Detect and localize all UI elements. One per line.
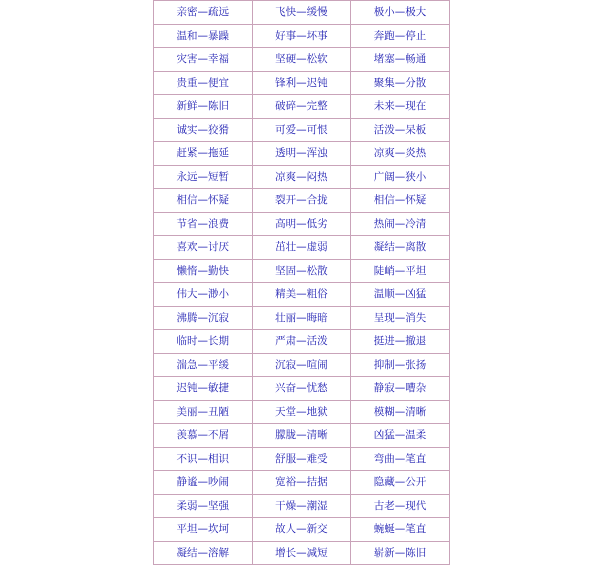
antonym-pair-cell: 不识—相识 xyxy=(154,447,253,471)
antonym-pair-cell: 好事—坏事 xyxy=(252,24,351,48)
antonym-pair-cell: 凉爽—炎热 xyxy=(351,142,450,166)
antonym-pair-cell: 呈现—消失 xyxy=(351,306,450,330)
antonym-pair-cell: 伟大—渺小 xyxy=(154,283,253,307)
antonym-pair-cell: 故人—新交 xyxy=(252,518,351,542)
antonym-pair-cell: 凝结—离散 xyxy=(351,236,450,260)
antonym-pair-cell: 兴奋—忧愁 xyxy=(252,377,351,401)
antonym-pair-cell: 广阔—狭小 xyxy=(351,165,450,189)
antonym-pair-cell: 亲密—疏远 xyxy=(154,1,253,25)
antonym-pair-cell: 活泼—呆板 xyxy=(351,118,450,142)
antonym-pair-cell: 温和—暴躁 xyxy=(154,24,253,48)
antonym-pair-cell: 沉寂—喧闹 xyxy=(252,353,351,377)
table-row xyxy=(154,48,450,72)
table-row xyxy=(154,306,450,330)
antonym-pair-cell: 茁壮—虚弱 xyxy=(252,236,351,260)
antonym-pair-cell: 堵塞—畅通 xyxy=(351,48,450,72)
antonym-pair-cell: 柔弱—坚强 xyxy=(154,494,253,518)
antonym-pair-cell: 陡峭—平坦 xyxy=(351,259,450,283)
antonym-pair-cell: 增长—减短 xyxy=(252,541,351,565)
table-row xyxy=(154,118,450,142)
table-row xyxy=(154,494,450,518)
antonym-pair-cell: 迟钝—敏捷 xyxy=(154,377,253,401)
antonym-pair-cell: 模糊—清晰 xyxy=(351,400,450,424)
table-row xyxy=(154,212,450,236)
antonym-pair-cell: 弯曲—笔直 xyxy=(351,447,450,471)
antonym-pair-cell: 严肃—活泼 xyxy=(252,330,351,354)
antonym-pair-cell: 古老—现代 xyxy=(351,494,450,518)
antonym-pair-cell: 温顺—凶猛 xyxy=(351,283,450,307)
table-row xyxy=(154,330,450,354)
antonym-table xyxy=(153,0,450,565)
antonym-pair-cell: 凝结—溶解 xyxy=(154,541,253,565)
antonym-pair-cell: 美丽—丑陋 xyxy=(154,400,253,424)
antonym-pair-cell: 隐藏—公开 xyxy=(351,471,450,495)
antonym-pair-cell: 凉爽—闷热 xyxy=(252,165,351,189)
antonym-pair-cell: 聚集—分散 xyxy=(351,71,450,95)
antonym-pair-cell: 静寂—嘈杂 xyxy=(351,377,450,401)
antonym-pair-cell: 破碎—完整 xyxy=(252,95,351,119)
antonym-pair-cell: 沸腾—沉寂 xyxy=(154,306,253,330)
table-row xyxy=(154,353,450,377)
table-row xyxy=(154,400,450,424)
antonym-pair-cell: 灾害—幸福 xyxy=(154,48,253,72)
table-row xyxy=(154,95,450,119)
antonym-pair-cell: 永远—短暂 xyxy=(154,165,253,189)
table-row xyxy=(154,165,450,189)
antonym-pair-cell: 抑制—张扬 xyxy=(351,353,450,377)
antonym-pair-cell: 精美—粗俗 xyxy=(252,283,351,307)
antonym-pair-cell: 壮丽—晦暗 xyxy=(252,306,351,330)
antonym-pair-cell: 崭新—陈旧 xyxy=(351,541,450,565)
antonym-pair-cell: 临时—长期 xyxy=(154,330,253,354)
antonym-pair-cell: 羡慕—不屑 xyxy=(154,424,253,448)
antonym-pair-cell: 节省—浪费 xyxy=(154,212,253,236)
antonym-pair-cell: 蜿蜒—笔直 xyxy=(351,518,450,542)
antonym-pair-cell: 凶猛—温柔 xyxy=(351,424,450,448)
antonym-pair-cell: 高明—低劣 xyxy=(252,212,351,236)
table-row xyxy=(154,283,450,307)
table-row xyxy=(154,1,450,25)
antonym-pair-cell: 极小—极大 xyxy=(351,1,450,25)
antonym-pair-cell: 坚固—松散 xyxy=(252,259,351,283)
antonym-pair-cell: 透明—浑浊 xyxy=(252,142,351,166)
antonym-pair-cell: 天堂—地狱 xyxy=(252,400,351,424)
table-row xyxy=(154,142,450,166)
antonym-pair-cell: 新鲜—陈旧 xyxy=(154,95,253,119)
antonym-pair-cell: 朦胧—清晰 xyxy=(252,424,351,448)
antonym-pair-cell: 挺进—撤退 xyxy=(351,330,450,354)
antonym-pair-cell: 未来—现在 xyxy=(351,95,450,119)
antonym-pair-cell: 锋利—迟钝 xyxy=(252,71,351,95)
table-row xyxy=(154,447,450,471)
antonym-pair-cell: 相信—怀疑 xyxy=(351,189,450,213)
table-row xyxy=(154,189,450,213)
antonym-table-body xyxy=(154,1,450,565)
table-row xyxy=(154,71,450,95)
table-row xyxy=(154,541,450,565)
antonym-pair-cell: 平坦—坎坷 xyxy=(154,518,253,542)
antonym-pair-cell: 干燥—潮湿 xyxy=(252,494,351,518)
table-row xyxy=(154,24,450,48)
antonym-pair-cell: 喜欢—讨厌 xyxy=(154,236,253,260)
antonym-pair-cell: 宽裕—拮据 xyxy=(252,471,351,495)
table-row xyxy=(154,236,450,260)
antonym-pair-cell: 懒惰—勤快 xyxy=(154,259,253,283)
table-row xyxy=(154,259,450,283)
antonym-pair-cell: 飞快—缓慢 xyxy=(252,1,351,25)
antonym-pair-cell: 奔跑—停止 xyxy=(351,24,450,48)
table-row xyxy=(154,518,450,542)
antonym-pair-cell: 裂开—合拢 xyxy=(252,189,351,213)
antonym-pair-cell: 静谧—吵闹 xyxy=(154,471,253,495)
antonym-pair-cell: 舒服—难受 xyxy=(252,447,351,471)
antonym-pair-cell: 热闹—冷清 xyxy=(351,212,450,236)
antonym-pair-cell: 可爱—可恨 xyxy=(252,118,351,142)
antonym-pair-cell: 湍急—平缓 xyxy=(154,353,253,377)
antonym-pair-cell: 坚硬—松软 xyxy=(252,48,351,72)
table-row xyxy=(154,424,450,448)
table-row xyxy=(154,377,450,401)
antonym-pair-cell: 相信—怀疑 xyxy=(154,189,253,213)
antonym-pair-cell: 贵重—便宜 xyxy=(154,71,253,95)
table-row xyxy=(154,471,450,495)
antonym-pair-cell: 赶紧—拖延 xyxy=(154,142,253,166)
antonym-pair-cell: 诚实—狡猾 xyxy=(154,118,253,142)
